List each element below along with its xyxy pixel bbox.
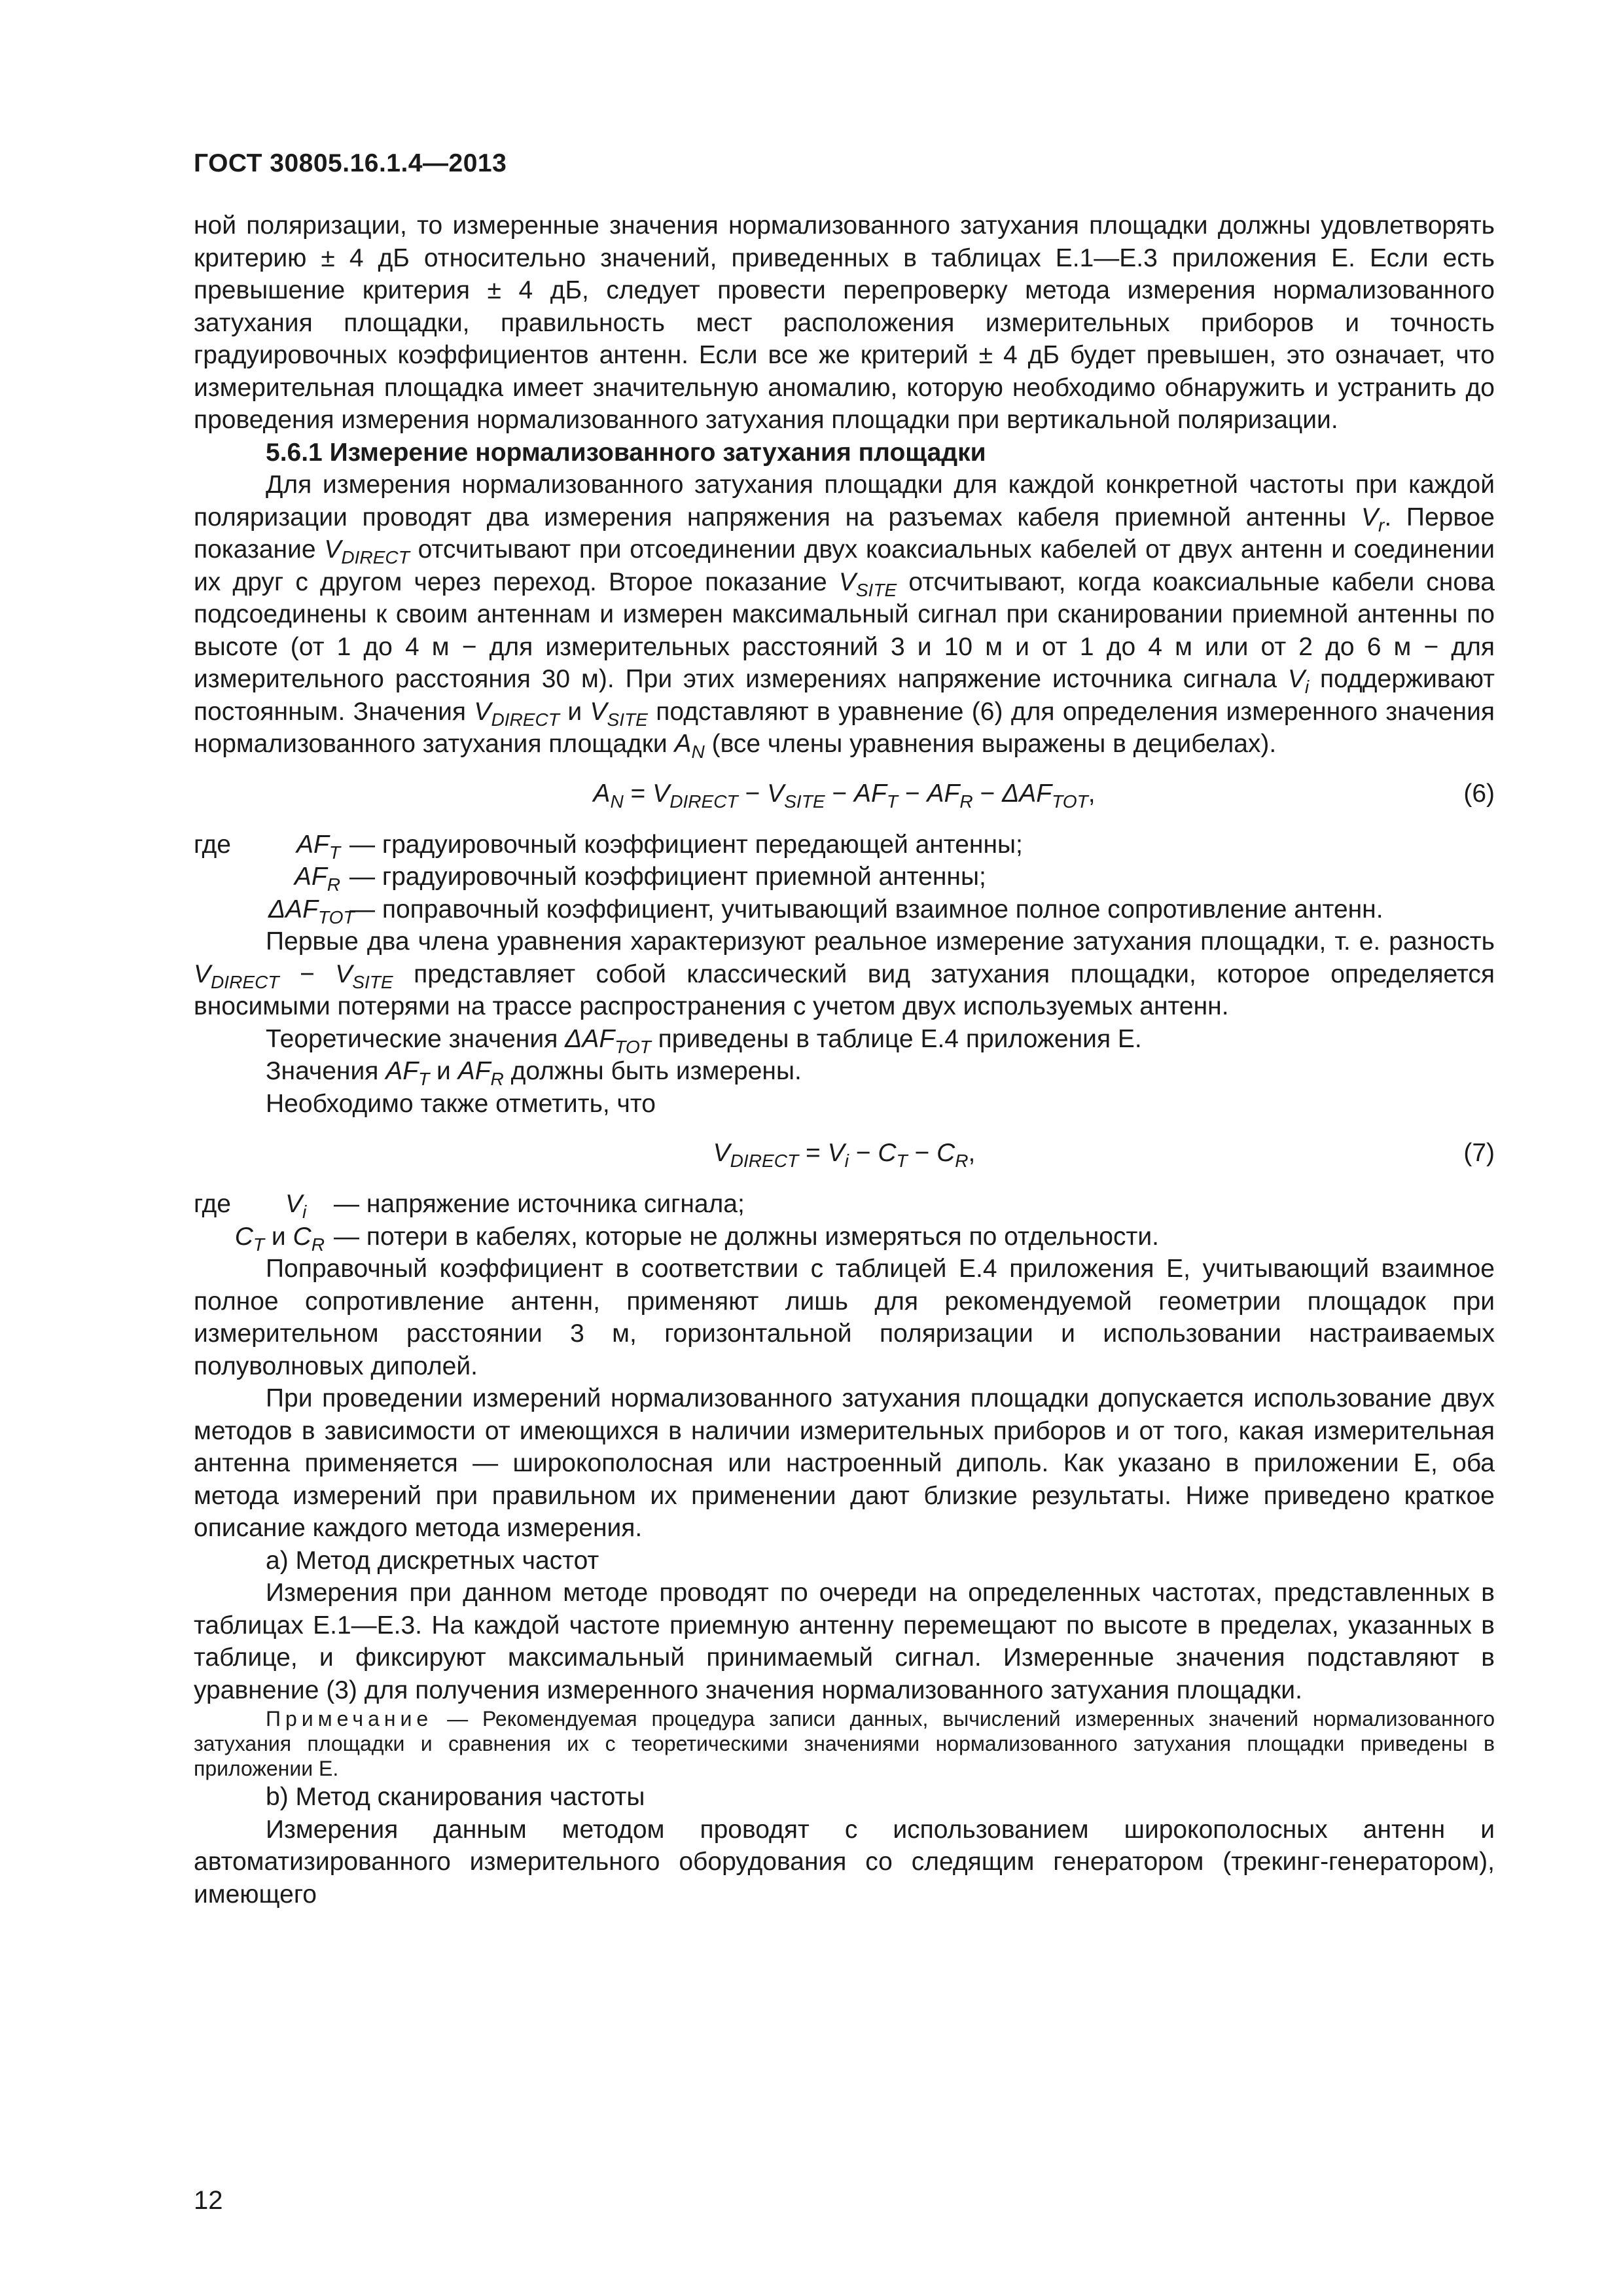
equation-7-number: (7): [1463, 1139, 1495, 1167]
paragraph-correction: Поправочный коэффициент в соответствии с таблицей Е.4 приложения Е, учитывающий взаимное полное сопротивление антенн, применяют лишь для рекомендуемой геометрии площадок при измерительном расстоянии 3 м, горизонтальной поляризации и использовании настраиваемых полуволновых диполей.: [194, 1255, 1495, 1380]
definitions-eq6: [194, 829, 1495, 926]
paragraph-discrete: Измерения при данном методе проводят по очереди на определенных частотах, представленных в таблицах Е.1—Е.3. На каждой частоте приемную антенну перемещают по высоте в пределах, указанных в таблице, и фиксируют максимальный принимаемый сигнал. Измеренные значения подставляют в уравнение (3) для получения измеренного значения нормализованного затухания площадки.: [194, 1579, 1495, 1704]
equation-6-number: (6): [1463, 779, 1495, 808]
section-number: 5.6.1: [266, 438, 323, 467]
section-title: Измерение нормализованного затухания площадки: [329, 438, 986, 467]
symbol-an: $A_N$: [674, 730, 705, 762]
paragraph-first-two-terms: Первые два члена уравнения характеризуют реальное измерение затухания площадки, т. е. разность $V_{DIRECT} - V_{SITE}$ представляет собой классический вид затухания площадки, которое определяется вносимыми потерями на трассе распространения с учетом двух используемых антенн.: [194, 927, 1495, 1020]
definition-row: $C_T$ и $C_R$ — потери в кабелях, которые не должны измеряться по отдельности.: [234, 1222, 1159, 1255]
paragraph-measurement: Для измерения нормализованного затухания площадки для каждой конкретной частоты при каждой поляризации проводят два измерения напряжения на разъемах кабеля приемной антенны $V_r$. Первое показание $V_{DIRECT}$ отсчитывают при отсоединении двух коаксиальных кабелей от двух антенн и соединении их друг с другом через переход. Второе показание $V_{SITE}$ отсчитывают, когда коаксиальные кабели снова подсоединены к своим антеннам и измерен максимальный сигнал при сканировании приемной антенны по высоте (от 1 до 4 м − для измерительных расстояний 3 и 10 м и от 1 до 4 м или от 2 до 6 м − для измерительного расстояния 30 м). При этих измерениях напряжение источника сигнала $V_i$ поддерживают постоянным. Значения $V_{DIRECT}$ и $V_{SITE}$ подставляют в уравнение (6) для определения измеренного значения нормализованного затухания площадки $A_N$ (все члены уравнения выражены в децибелах).: [194, 471, 1495, 762]
definition-row: где $V_i$ — напряжение источника сигнала;: [194, 1190, 745, 1222]
item-b-heading: b) Метод сканирования частоты: [266, 1783, 645, 1811]
paragraph-scanning: Измерения данным методом проводят с использованием широкополосных антенн и автоматизированного измерительного оборудования со следящим генератором (трекинг-генератором), имеющего: [194, 1815, 1495, 1909]
equation-7: [194, 1122, 1495, 1185]
paragraph-continued: ной поляризации, то измеренные значения нормализованного затухания площадки должны удовлетворять критерию ± 4 дБ относительно значений, приведенных в таблицах Е.1—Е.3 приложения Е. Если есть превышение критерия ± 4 дБ, следует провести перепроверку метода измерения нормализованного затухания площадки, правильность мест расположения измерительных приборов и точность градуировочных коэффициентов антенн. Если все же критерий ± 4 дБ будет превышен, это означает, что измерительная площадка имеет значительную аномалию, которую необходимо обнаружить и устранить до проведения измерения нормализованного затухания площадки при вертикальной поляризации.: [194, 211, 1495, 434]
paragraph-values: Значения $AF_T$ и $AF_R$ должны быть измерены.: [266, 1057, 802, 1089]
definition-row: $AF_R$ — градуировочный коэффициент приемной антенны;: [294, 863, 986, 895]
definition-row: где $AF_T$ — градуировочный коэффициент передающей антенны;: [194, 830, 1023, 863]
paragraph-note-that: Необходимо также отметить, что: [266, 1089, 656, 1118]
equation-6: [194, 763, 1495, 826]
note: [194, 1706, 1495, 1781]
definition-row: $\Delta AF_{TOT}$ — поправочный коэффициент, учитывающий взаимное полное сопротивление антенн.: [268, 895, 1383, 927]
section-heading: [194, 437, 1495, 469]
note-text: — Рекомендуемая процедура записи данных, вычислений измеренных значений нормализованного затухания площадки и сравнения их с теоретическими значениями нормализованного затухания площадки приведены в приложении Е.: [194, 1707, 1495, 1780]
equation-6-expression: $A_N = V_{DIRECT} - V_{SITE} - AF_T - AF_R - \Delta AF_{TOT}$,: [593, 779, 1096, 812]
page-number: 12: [194, 2186, 223, 2215]
equation-7-expression: $V_{DIRECT} = V_i - C_T - C_R$,: [713, 1139, 976, 1171]
document-header: ГОСТ 30805.16.1.4—2013: [194, 149, 507, 177]
symbol-vi: $V_i$: [1287, 665, 1310, 697]
symbol-vsite: $V_{SITE}$: [838, 567, 897, 600]
page-body: [194, 209, 1495, 1910]
item-a-heading: а) Метод дискретных частот: [266, 1546, 599, 1575]
paragraph-two-methods: При проведении измерений нормализованного затухания площадки допускается использование двух методов в зависимости от имеющихся в наличии измерительных приборов и от того, какая измерительная антенна применяется — широкополосная или настроенный диполь. Как указано в приложении Е, оба метода измерений при правильном их применении дают близкие результаты. Ниже приведено краткое описание каждого метода измерения.: [194, 1384, 1495, 1542]
symbol-vdirect: $V_{DIRECT}$: [324, 535, 410, 567]
definitions-eq7: [194, 1188, 1495, 1253]
symbol-vr: $V_r$: [1361, 503, 1385, 535]
note-label: Примечание: [266, 1707, 433, 1731]
paragraph-theoretical: Теоретические значения $\Delta AF_{TOT}$ приведены в таблице Е.4 приложения Е.: [266, 1024, 1142, 1057]
